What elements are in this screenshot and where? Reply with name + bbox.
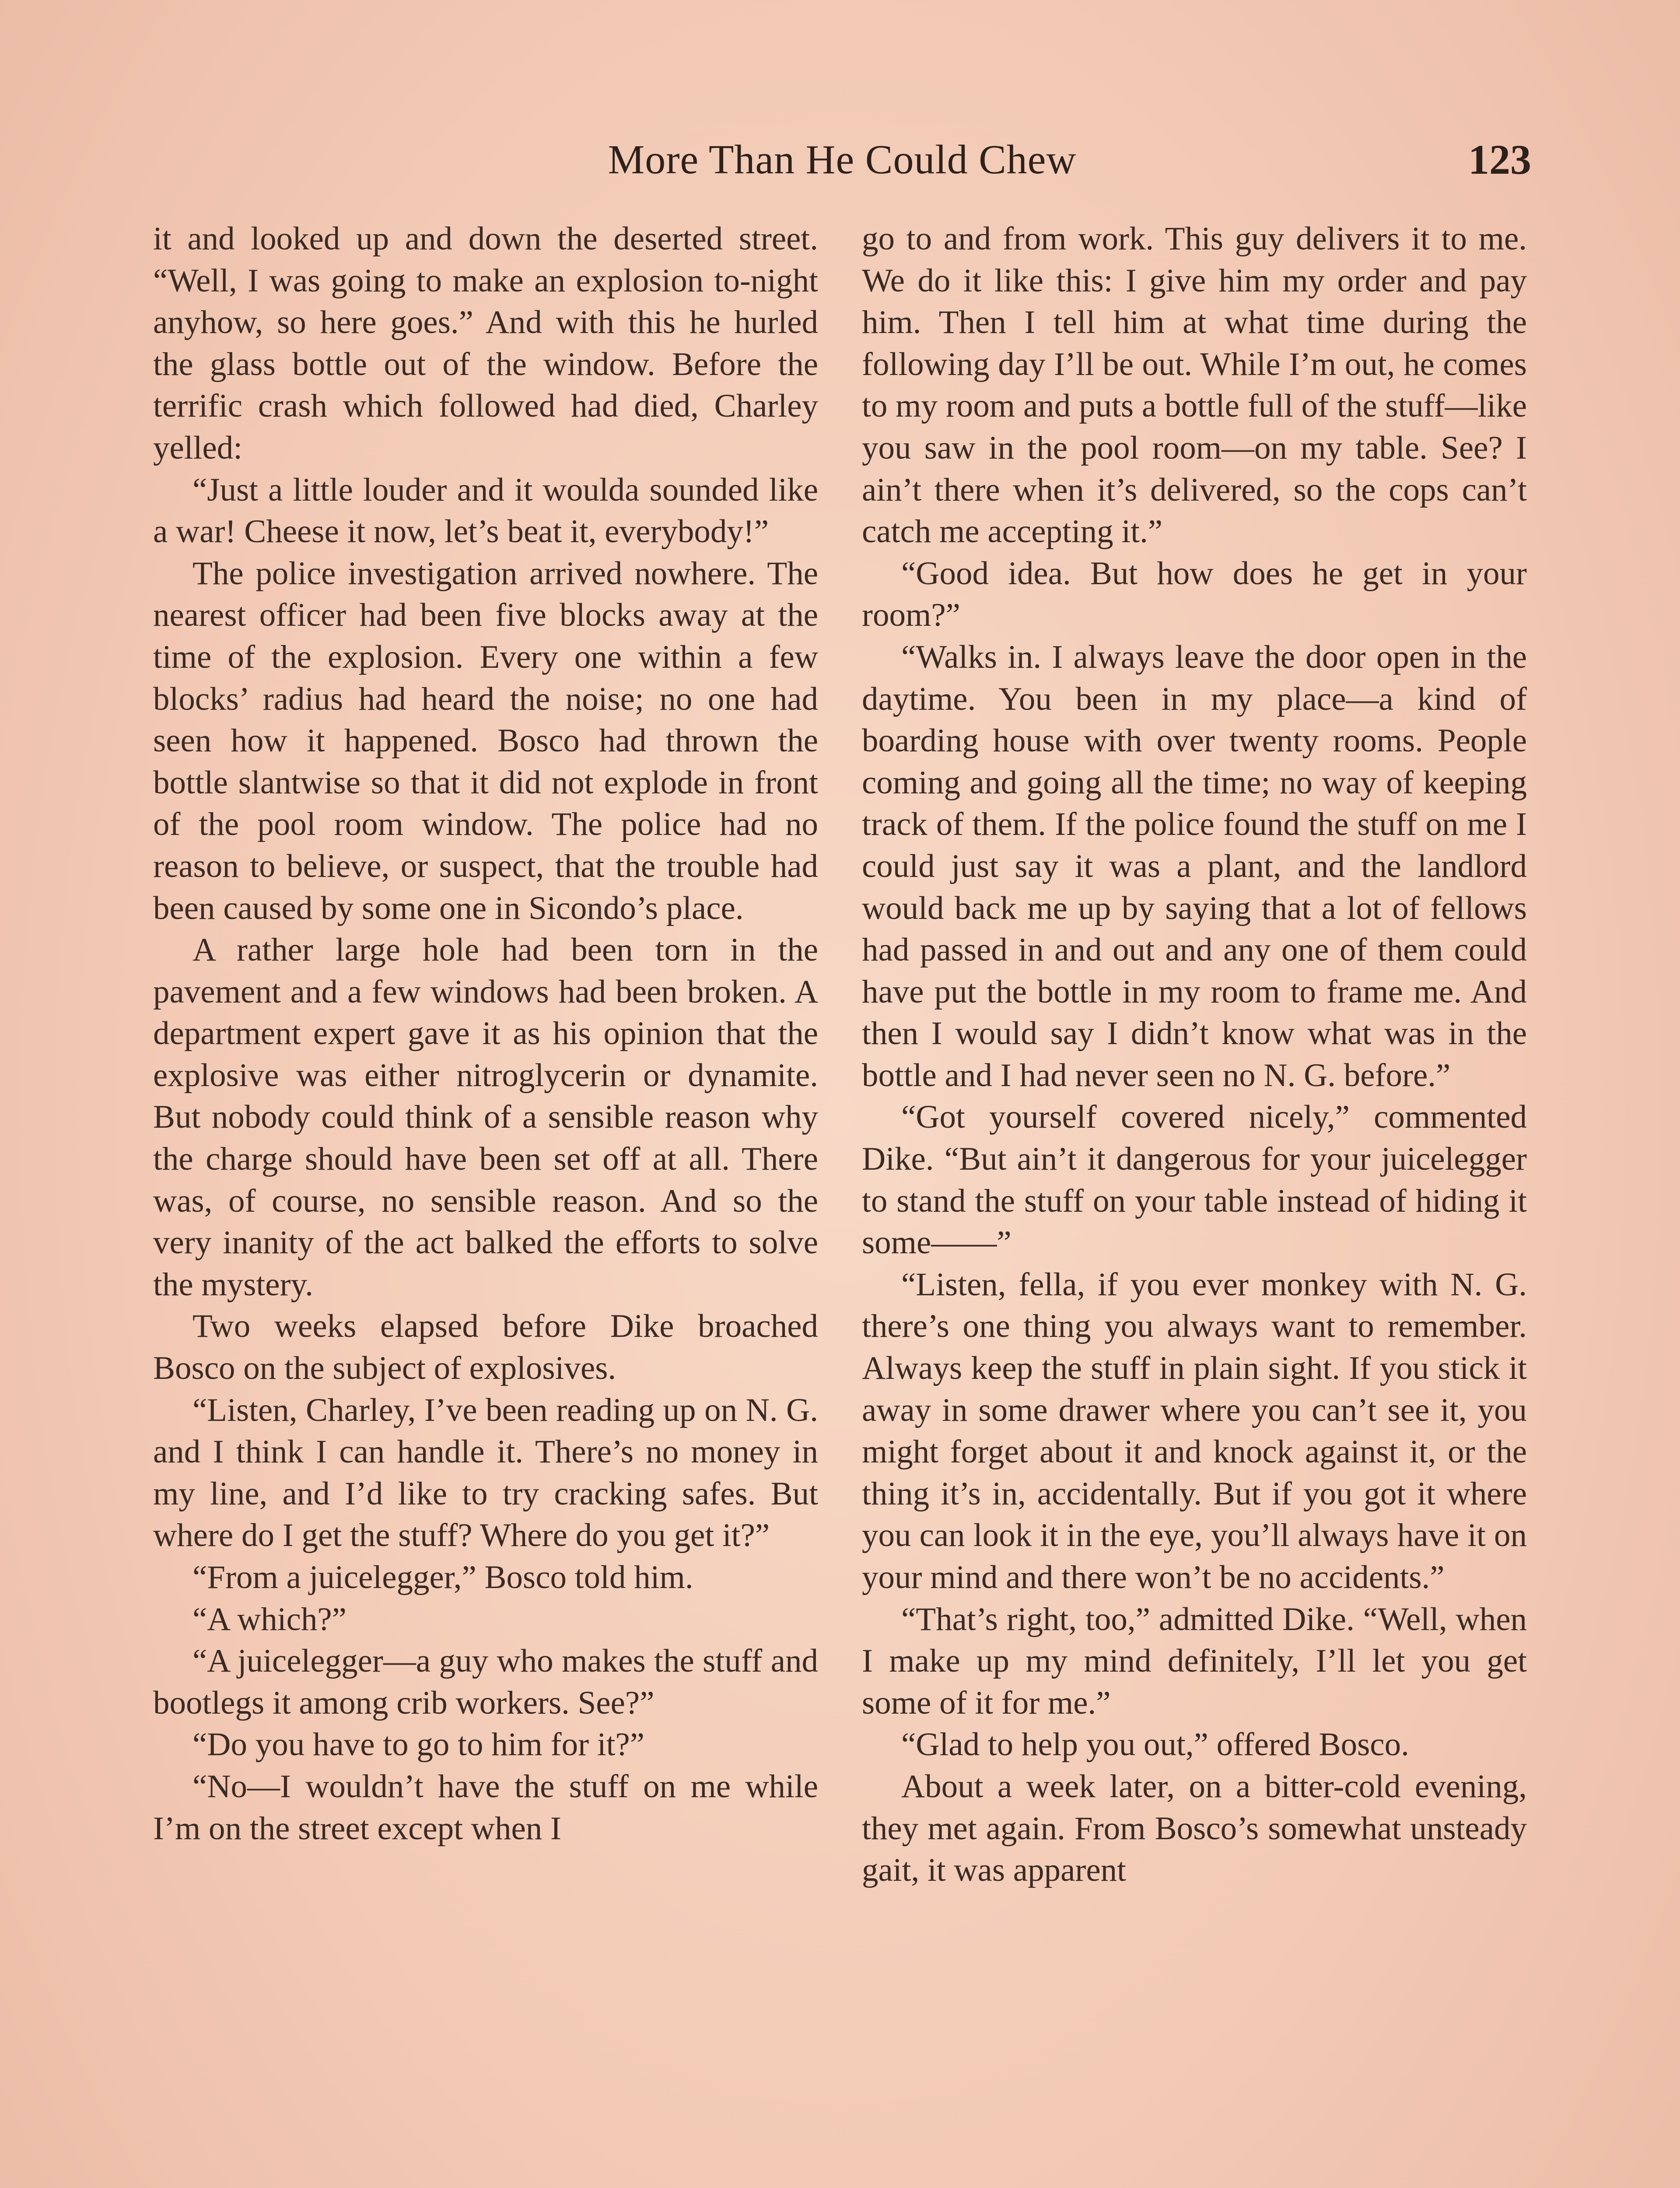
paragraph: it and looked up and down the deserted street. “Well, I was going to make an explosion to-night anyhow, so here goes.” And with this he hurled the glass bottle out of the window. Before the terrific crash which followed had died, Charley yelled:	[153, 221, 818, 466]
paragraph: “Just a little louder and it woulda sounded like a war! Cheese it now, let’s beat it, everybody!”	[153, 471, 818, 550]
page-number: 123	[1468, 136, 1531, 183]
paragraph: “Got yourself covered nicely,” commented Dike. “But ain’t it dangerous for your juicelegger to stand the stuff on your table instead of hiding it some——”	[862, 1099, 1527, 1261]
paragraph: “A juicelegger—a guy who makes the stuff and bootlegs it among crib workers. See?”	[153, 1643, 818, 1721]
paragraph: go to and from work. This guy delivers it to me. We do it like this: I give him my order and pay him. Then I tell him at what time during the following day I’ll be out. While I’m out, he comes to my room and puts a bottle full of the stuff—like you saw in the pool room—on my table. See? I ain’t there when it’s delivered, so the cops can’t catch me accepting it.”	[862, 221, 1527, 550]
paragraph: “Good idea. But how does he get in your room?”	[862, 555, 1527, 634]
paragraph: “Walks in. I always leave the door open in the daytime. You been in my place—a kind of boarding house with over twenty rooms. People coming and going all the time; no way of keeping track of them. If the police found the stuff on me I could just say it was a plant, and the landlord would back me up by saying that a lot of fellows had passed in and out and any one of them could have put the bottle in my room to frame me. And then I would say I didn’t know what was in the bottle and I had never seen no N. G. before.”	[862, 638, 1527, 1094]
paragraph: About a week later, on a bitter-cold evening, they met again. From Bosco’s somewhat unsteady gait, it was apparent	[862, 1768, 1527, 1889]
right-column	[862, 218, 1527, 1891]
paragraph: “Glad to help you out,” offered Bosco.	[901, 1726, 1409, 1763]
paragraph: The police investigation arrived nowhere. The nearest officer had been five blocks away at the time of the explosion. Every one within a few blocks’ radius had heard the noise; no one had seen how it happened. Bosco had thrown the bottle slantwise so that it did not explode in front of the pool room window. The police had no reason to believe, or suspect, that the trouble had been caused by some one in Sicondo’s place.	[153, 555, 818, 926]
paragraph: “That’s right, too,” admitted Dike. “Well, when I make up my mind definitely, I’ll let you get some of it for me.”	[862, 1601, 1527, 1721]
paragraph: A rather large hole had been torn in the pavement and a few windows had been broken. A department expert gave it as his opinion that the explosive was either nitroglycerin or dynamite. But nobody could think of a sensible reason why the charge should have been set off at all. There was, of course, no sensible reason. And so the very inanity of the act balked the efforts to solve the mystery.	[153, 932, 818, 1303]
paragraph: “From a juicelegger,” Bosco told him.	[192, 1559, 693, 1595]
paragraph: “Do you have to go to him for it?”	[192, 1726, 645, 1763]
text-body	[153, 218, 1531, 2188]
left-column	[153, 218, 818, 1849]
running-title: More Than He Could Chew	[608, 137, 1077, 182]
running-header	[153, 131, 1531, 188]
paragraph: “Listen, fella, if you ever monkey with N. G. there’s one thing you always want to remember. Always keep the stuff in plain sight. If you stick it away in some drawer where you can’t see it, you might forget about it and knock against it, or the thing it’s in, accidentally. But if you got it where you can look it in the eye, you’ll always have it on your mind and there won’t be no accidents.”	[862, 1266, 1527, 1595]
paragraph: “Listen, Charley, I’ve been reading up on N. G. and I think I can handle it. There’s no money in my line, and I’d like to try cracking safes. But where do I get the stuff? Where do you get it?”	[153, 1392, 818, 1554]
paragraph: “No—I wouldn’t have the stuff on me while I’m on the street except when I	[153, 1768, 818, 1847]
paragraph: Two weeks elapsed before Dike broached Bosco on the subject of explosives.	[153, 1308, 818, 1387]
paragraph: “A which?”	[192, 1601, 346, 1637]
